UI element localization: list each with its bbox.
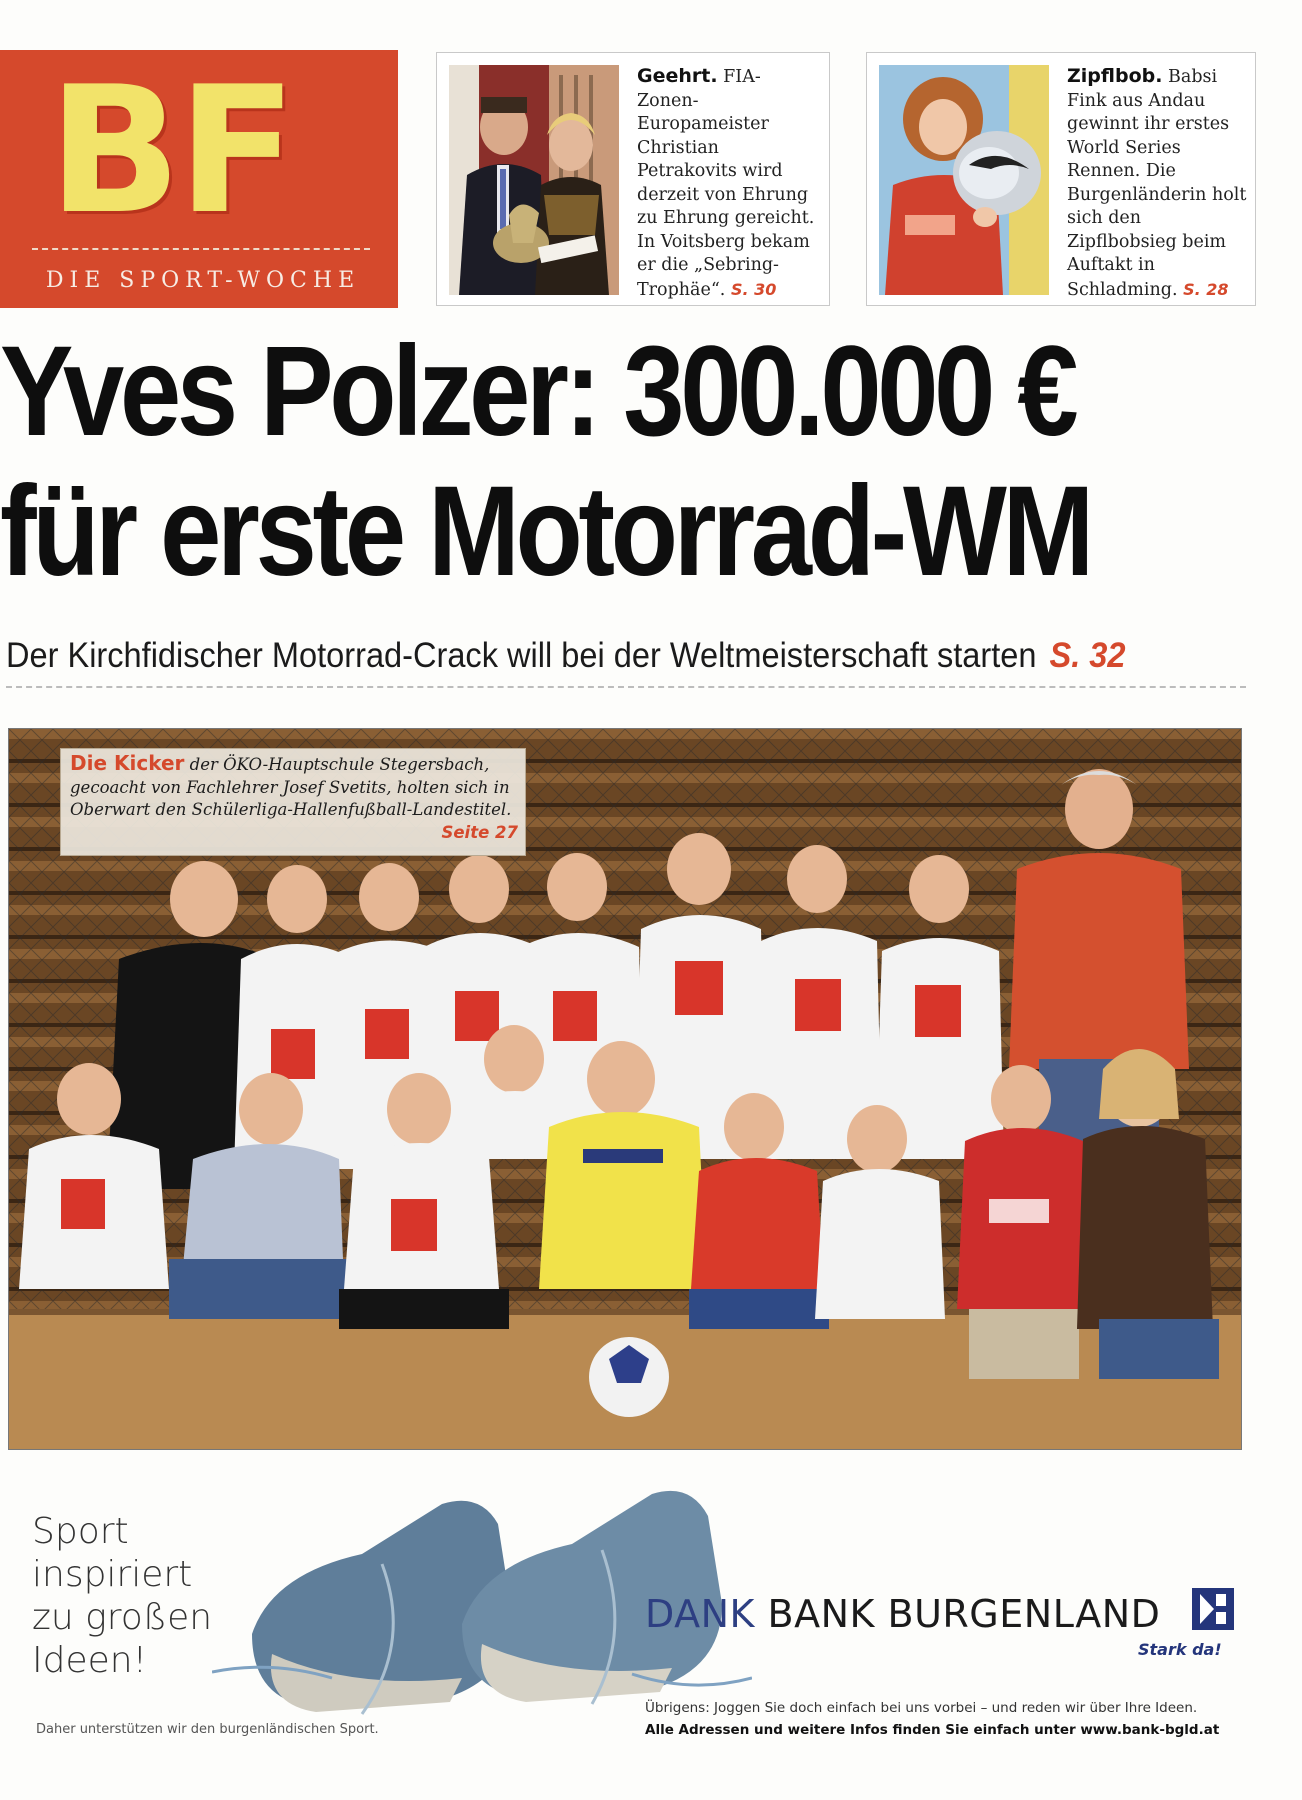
bank-brand-name (645, 1592, 1160, 1636)
logo: BF (48, 50, 293, 253)
ad-slogan-line: inspiriert (32, 1554, 193, 1595)
caption-page-ref[interactable]: Seite 27 (441, 822, 518, 842)
brand-name: BANK BURGENLAND (767, 1592, 1161, 1636)
ad-tagline: Stark da! (1138, 1640, 1222, 1659)
teaser-page-ref[interactable]: S. 28 (1183, 279, 1229, 299)
teaser-photo-award (449, 65, 619, 295)
masthead-divider (32, 248, 370, 250)
section-divider (6, 686, 1246, 688)
teaser-fink[interactable] (866, 52, 1256, 306)
ad-website-line[interactable]: Alle Adressen und weitere Infos finden Sie einfach unter www.bank-bgld.at (645, 1722, 1220, 1738)
teaser-text (637, 65, 821, 302)
caption-body: der ÖKO-Hauptschule Stegersbach, gecoacht von Fachlehrer Josef Svetits, holten sich in Oberwart den Schülerliga-Hallenfußball-Landestitel. (70, 755, 512, 819)
brand-dank: DANK (645, 1592, 755, 1636)
teaser-text (1067, 65, 1251, 302)
subheadline-text: Der Kirchfidischer Motorrad-Crack will bei der Weltmeisterschaft starten (6, 636, 1037, 675)
teaser-petrakovits[interactable] (436, 52, 830, 306)
teaser-page-ref[interactable]: S. 30 (730, 279, 777, 299)
photo-caption (70, 752, 518, 844)
teaser-body: Babsi Fink aus Andau gewinnt ihr erstes World Series Rennen. Die Burgenländerin holt sich den Zipflbobsieg beim Auftakt in Schladming. (1067, 67, 1247, 300)
main-headline[interactable] (0, 322, 1120, 602)
ad-slogan-line: Sport (32, 1511, 129, 1552)
ad-body-line: Übrigens: Joggen Sie doch einfach bei uns vorbei – und reden wir über Ihre Ideen. (645, 1700, 1198, 1716)
headline-line-2: für erste Motorrad-WM (0, 460, 1090, 603)
subheadline-page-ref[interactable]: S. 32 (1049, 636, 1126, 675)
ad-small-print: Daher unterstützen wir den burgenländischen Sport. (36, 1722, 379, 1737)
bank-logo-icon (1192, 1588, 1234, 1630)
masthead-subtitle: DIE SPORT-WOCHE (45, 268, 361, 293)
teaser-kicker: Geehrt. (637, 65, 718, 87)
teaser-kicker: Zipflbob. (1067, 65, 1163, 87)
teaser-photo-zipflbob (879, 65, 1049, 295)
subheadline (6, 634, 1126, 678)
masthead (0, 50, 398, 308)
teaser-body: FIA-Zonen-Europameister Christian Petrakovits wird derzeit von Ehrung zu Ehrung gereicht. In Voitsberg bekam er die „Sebring-Trophäe“. (637, 67, 815, 300)
caption-kicker: Die Kicker (70, 751, 185, 775)
ad-slogan-line: Ideen! (32, 1640, 148, 1681)
ad-slogan-line: zu großen (32, 1597, 213, 1638)
headline-line-1: Yves Polzer: 300.000 € (0, 320, 1075, 463)
